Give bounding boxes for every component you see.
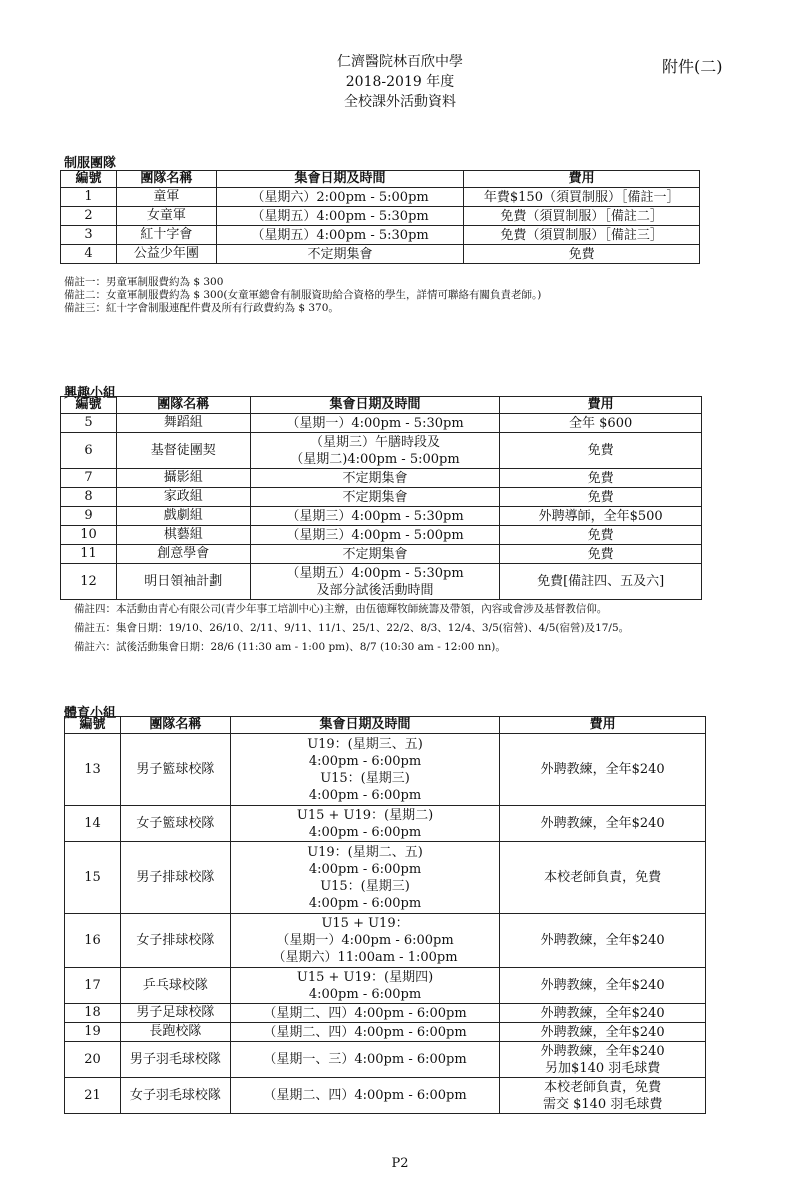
- meeting-time-line: 4:00pm - 6:00pm: [308, 895, 422, 911]
- group-name: 女子籃球校隊: [120, 806, 230, 842]
- fee-line: 免費: [587, 443, 614, 458]
- meeting-time-line: （星期二、四）4:00pm - 6:00pm: [263, 1088, 467, 1103]
- meeting-time-line: （星期一）4:00pm - 5:30pm: [286, 415, 464, 431]
- row-number: 1: [61, 188, 117, 207]
- group-name: 攝影組: [116, 469, 250, 488]
- fee: [500, 734, 706, 806]
- row-number: 11: [61, 545, 117, 564]
- group-name: 乒乓球校隊: [120, 968, 230, 1004]
- fee: [464, 245, 700, 264]
- annex-label: 附件(二): [662, 57, 723, 76]
- page-number: P2: [391, 1156, 409, 1171]
- fee-line: 外聘教練，全年$240: [540, 816, 665, 831]
- fee-line: 外聘教練，全年$240: [540, 1043, 665, 1059]
- table-row: [61, 488, 702, 507]
- row-number: 13: [65, 734, 121, 806]
- fee: [500, 1004, 706, 1023]
- col-no: 編號: [65, 717, 121, 734]
- table-row: [65, 1078, 706, 1114]
- group-name: 童軍: [116, 188, 216, 207]
- meeting-time: [216, 188, 464, 207]
- school-name: 仁濟醫院林百欣中學: [337, 54, 463, 70]
- meeting-time-line: （星期三）午膳時段及: [309, 434, 440, 450]
- meeting-time-line: U15 + U19：: [321, 916, 409, 931]
- meeting-time-line: （星期二、四）4:00pm - 6:00pm: [263, 1005, 467, 1021]
- fee-line: 免費: [587, 527, 614, 543]
- fee-line: 外聘教練，全年$240: [540, 1024, 665, 1040]
- meeting-time: [230, 1078, 500, 1114]
- col-time: 集會日期及時間: [230, 717, 500, 734]
- meeting-time: [230, 806, 500, 842]
- meeting-time-line: 4:00pm - 6:00pm: [308, 986, 422, 1002]
- group-name: 女子排球校隊: [120, 914, 230, 968]
- interest-notes: [74, 600, 629, 657]
- row-number: 20: [65, 1042, 121, 1078]
- fee-line: 外聘導師，全年$500: [538, 508, 663, 524]
- meeting-time-line: 不定期集會: [342, 470, 408, 486]
- fee-line: 另加$140 羽毛球費: [545, 1060, 661, 1076]
- interest-table: [60, 396, 702, 600]
- col-name: 團隊名稱: [116, 171, 216, 188]
- meeting-time-line: U15：(星期三): [320, 770, 410, 786]
- group-name: 舞蹈組: [116, 414, 250, 433]
- meeting-time: [250, 507, 500, 526]
- table-row: [65, 842, 706, 914]
- note-line: 備註六：試後活動集會日期：28/6 (11:30 am - 1:00 pm)、8/7 (10:30 am - 12:00 nn)。: [74, 641, 506, 653]
- row-number: 4: [61, 245, 117, 264]
- fee: [500, 1023, 706, 1042]
- col-time: 集會日期及時間: [216, 171, 464, 188]
- group-name: 男子羽毛球校隊: [120, 1042, 230, 1078]
- row-number: 16: [65, 914, 121, 968]
- col-name: 團隊名稱: [120, 717, 230, 734]
- meeting-time-line: 不定期集會: [342, 489, 408, 505]
- meeting-time-line: （星期三）4:00pm - 5:00pm: [286, 527, 464, 543]
- group-name: 男子排球校隊: [120, 842, 230, 914]
- row-number: 14: [65, 806, 121, 842]
- table-row: [61, 188, 700, 207]
- fee-line: 年費$150（須買制服）［備註一］: [483, 189, 680, 205]
- row-number: 21: [65, 1078, 121, 1114]
- group-name: 男子足球校隊: [120, 1004, 230, 1023]
- fee: [500, 433, 702, 469]
- fee: [464, 226, 700, 245]
- table-row: [61, 433, 702, 469]
- table-row: [61, 526, 702, 545]
- group-name: 戲劇組: [116, 507, 250, 526]
- fee-line: 外聘教練，全年$240: [540, 762, 665, 777]
- row-number: 12: [61, 564, 117, 600]
- uniform-table: [60, 170, 700, 264]
- fee: [500, 469, 702, 488]
- col-fee: 費用: [464, 171, 700, 188]
- table-row: [61, 564, 702, 600]
- group-name: 女童軍: [116, 207, 216, 226]
- fee-line: 本校老師負責，免費: [544, 870, 662, 885]
- meeting-time: [230, 968, 500, 1004]
- fee-line: 免費（須買制服）［備註三］: [500, 227, 663, 243]
- group-name: 創意學會: [116, 545, 250, 564]
- fee: [500, 488, 702, 507]
- meeting-time-line: U19：(星期二、五): [307, 844, 423, 860]
- note-line: 備註二：女童軍制服費約為 $ 300(女童軍總會有制服資助給合資格的學生，詳情可聯絡有關負責老師。): [64, 289, 542, 301]
- document-title: 全校課外活動資料: [344, 94, 456, 110]
- fee-line: 需交 $140 羽毛球費: [542, 1096, 663, 1112]
- meeting-time-line: 不定期集會: [342, 546, 408, 562]
- meeting-time-line: 4:00pm - 6:00pm: [308, 787, 422, 803]
- meeting-time: [230, 1004, 500, 1023]
- row-number: 19: [65, 1023, 121, 1042]
- fee: [500, 526, 702, 545]
- meeting-time-line: （星期五）4:00pm - 5:30pm: [286, 565, 464, 581]
- table-row: [61, 207, 700, 226]
- note-line: 備註四：本活動由青心有限公司(青少年事工培訓中心)主辦，由伍德輝牧師統籌及帶領，內容或會涉及基督教信仰。: [74, 603, 608, 615]
- note-line: 備註五：集會日期：19/10、26/10、2/11、9/11、11/1、25/1、22/2、8/3、12/4、3/5(宿營)、4/5(宿營)及17/5。: [74, 622, 630, 634]
- col-no: 編號: [61, 171, 117, 188]
- row-number: 15: [65, 842, 121, 914]
- fee: [464, 188, 700, 207]
- meeting-time: [250, 545, 500, 564]
- fee-line: 外聘教練，全年$240: [540, 978, 665, 993]
- meeting-time: [250, 469, 500, 488]
- meeting-time: [230, 842, 500, 914]
- row-number: 18: [65, 1004, 121, 1023]
- meeting-time: [230, 914, 500, 968]
- col-time: 集會日期及時間: [250, 397, 500, 414]
- uniform-section-title: 制服團隊: [64, 156, 117, 171]
- meeting-time: [250, 414, 500, 433]
- group-name: 女子羽毛球校隊: [120, 1078, 230, 1114]
- table-row: [61, 226, 700, 245]
- meeting-time-line: （星期二)4:00pm - 5:00pm: [290, 451, 460, 467]
- table-row: [61, 414, 702, 433]
- fee-line: 外聘教練，全年$240: [540, 933, 665, 948]
- meeting-time-line: 4:00pm - 6:00pm: [308, 824, 422, 840]
- meeting-time-line: （星期六）2:00pm - 5:00pm: [251, 189, 429, 205]
- meeting-time: [216, 226, 464, 245]
- col-fee: 費用: [500, 717, 706, 734]
- meeting-time: [216, 245, 464, 264]
- uniform-notes: [64, 276, 541, 315]
- table-row: [65, 1004, 706, 1023]
- meeting-time-line: （星期五）4:00pm - 5:30pm: [251, 208, 429, 224]
- meeting-time-line: U19：(星期三、五): [307, 736, 423, 752]
- fee-line: 免費（須買制服）［備註二］: [500, 208, 663, 224]
- school-year: 2018-2019 年度: [345, 74, 455, 90]
- table-row: [65, 734, 706, 806]
- group-name: 長跑校隊: [120, 1023, 230, 1042]
- group-name: 男子籃球校隊: [120, 734, 230, 806]
- meeting-time: [230, 1042, 500, 1078]
- row-number: 10: [61, 526, 117, 545]
- meeting-time: [230, 1023, 500, 1042]
- fee-line: 全年 $600: [569, 415, 633, 431]
- fee: [500, 564, 702, 600]
- row-number: 6: [61, 433, 117, 469]
- table-row: [65, 1023, 706, 1042]
- meeting-time: [250, 564, 500, 600]
- fee-line: 本校老師負責，免費: [544, 1079, 662, 1095]
- table-row: [61, 245, 700, 264]
- row-number: 2: [61, 207, 117, 226]
- fee-line: 免費: [587, 546, 614, 562]
- fee: [500, 414, 702, 433]
- table-row: [61, 507, 702, 526]
- group-name: 公益少年團: [116, 245, 216, 264]
- row-number: 5: [61, 414, 117, 433]
- meeting-time-line: （星期六）11:00am - 1:00pm: [272, 950, 458, 965]
- row-number: 8: [61, 488, 117, 507]
- table-row: [65, 1042, 706, 1078]
- row-number: 17: [65, 968, 121, 1004]
- group-name: 家政組: [116, 488, 250, 507]
- meeting-time-line: U15：(星期三): [320, 878, 410, 894]
- table-row: [61, 469, 702, 488]
- meeting-time-line: 不定期集會: [307, 246, 373, 262]
- meeting-time-line: 4:00pm - 6:00pm: [308, 753, 422, 769]
- sports-table: [64, 716, 706, 1114]
- col-fee: 費用: [500, 397, 702, 414]
- col-no: 編號: [61, 397, 117, 414]
- group-name: 明日領袖計劃: [116, 564, 250, 600]
- fee: [500, 968, 706, 1004]
- fee-line: 免費: [568, 246, 595, 262]
- meeting-time: [250, 433, 500, 469]
- meeting-time-line: （星期二、四）4:00pm - 6:00pm: [263, 1024, 467, 1040]
- fee: [500, 842, 706, 914]
- meeting-time-line: （星期一、三）4:00pm - 6:00pm: [263, 1052, 467, 1067]
- col-name: 團隊名稱: [116, 397, 250, 414]
- fee: [500, 507, 702, 526]
- meeting-time-line: （星期三）4:00pm - 5:30pm: [286, 508, 464, 524]
- table-row: [65, 806, 706, 842]
- fee: [500, 1042, 706, 1078]
- fee: [500, 914, 706, 968]
- fee-line: 免費: [587, 470, 614, 486]
- fee: [500, 1078, 706, 1114]
- meeting-time-line: 及部分試後活動時間: [316, 582, 434, 598]
- meeting-time: [230, 734, 500, 806]
- meeting-time: [216, 207, 464, 226]
- note-line: 備註三：紅十字會制服連配件費及所有行政費約為 $ 370。: [64, 302, 339, 314]
- meeting-time: [250, 526, 500, 545]
- meeting-time-line: （星期五）4:00pm - 5:30pm: [251, 227, 429, 243]
- row-number: 9: [61, 507, 117, 526]
- fee: [464, 207, 700, 226]
- sports-section-title: 體育小組: [64, 706, 117, 721]
- meeting-time-line: （星期一）4:00pm - 6:00pm: [276, 933, 454, 948]
- group-name: 棋藝組: [116, 526, 250, 545]
- row-number: 3: [61, 226, 117, 245]
- fee-line: 免費: [587, 489, 614, 505]
- note-line: 備註一：男童軍制服費約為 $ 300: [64, 276, 224, 288]
- group-name: 基督徒團契: [116, 433, 250, 469]
- fee: [500, 545, 702, 564]
- row-number: 7: [61, 469, 117, 488]
- fee-line: 外聘教練，全年$240: [540, 1005, 665, 1021]
- group-name: 紅十字會: [116, 226, 216, 245]
- table-row: [61, 545, 702, 564]
- meeting-time-line: 4:00pm - 6:00pm: [308, 861, 422, 877]
- table-row: [65, 914, 706, 968]
- interest-section-title: 興趣小組: [64, 386, 117, 401]
- meeting-time-line: U15 + U19：(星期二): [296, 807, 434, 823]
- meeting-time-line: U15 + U19：(星期四): [296, 969, 434, 985]
- fee: [500, 806, 706, 842]
- meeting-time: [250, 488, 500, 507]
- fee-line: 免費[備註四、五及六]: [537, 574, 665, 589]
- table-row: [65, 968, 706, 1004]
